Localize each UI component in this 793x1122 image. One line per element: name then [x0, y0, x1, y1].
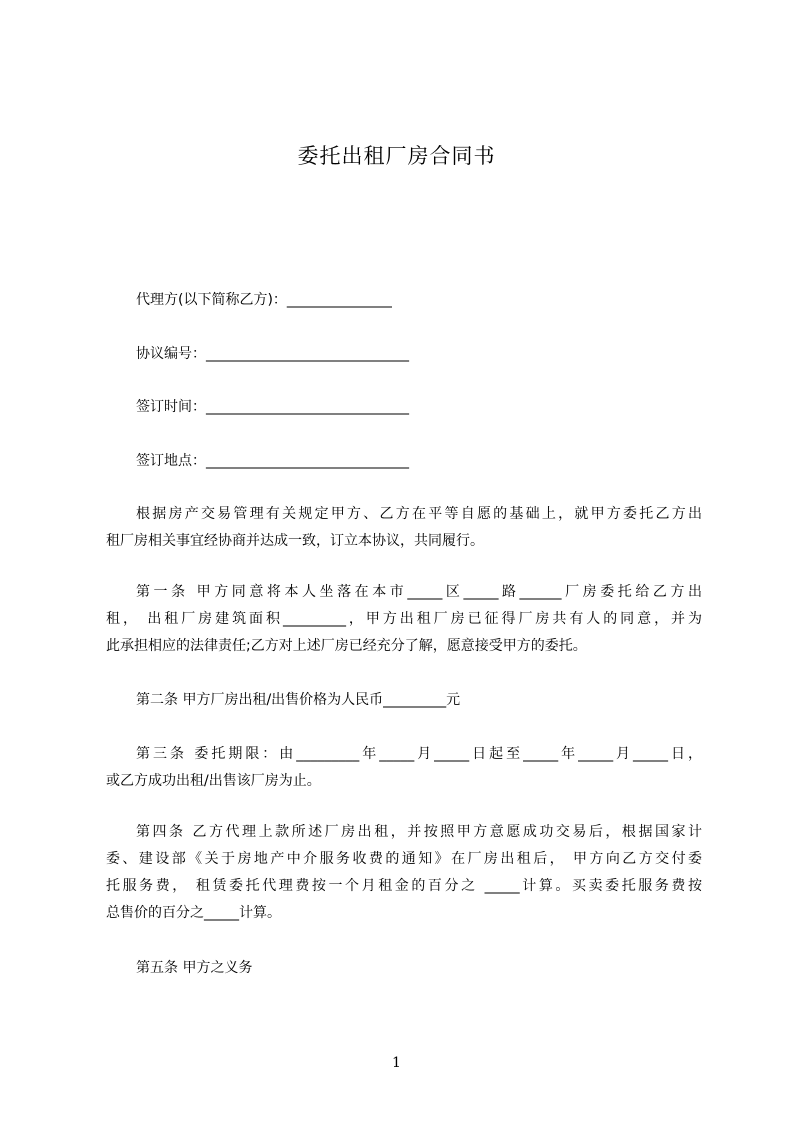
article-3-line: 或乙方成功出租/出售该厂房为止。 — [106, 773, 321, 789]
article-3-line: 第三条 委托期限：由_________年_____月_____日起至_____年_____月_____日， — [136, 746, 702, 762]
agreement-number-field: 协议编号：_____________________________ — [136, 346, 409, 362]
preamble-paragraph — [106, 501, 702, 555]
article-1-paragraph — [106, 579, 702, 660]
article-2-paragraph: 第二条 甲方厂房出租/出售价格为人民币_________元 — [136, 692, 461, 708]
document-title: 委托出租厂房合同书 — [297, 144, 496, 168]
article-4-paragraph — [106, 819, 702, 927]
article-1-line: 租， 出租厂房建筑面积_________，甲方出租厂房已征得厂房共有人的同意，并为 — [106, 611, 702, 627]
preamble-line: 根据房产交易管理有关规定甲方、乙方在平等自愿的基础上，就甲方委托乙方出 — [136, 506, 702, 522]
article-4-line: 托服务费， 租赁委托代理费按一个月租金的百分之 _____计算。买卖委托服务费按 — [106, 878, 702, 894]
page-number: 1 — [392, 1055, 401, 1071]
article-4-line: 总售价的百分之_____计算。 — [106, 905, 281, 921]
article-1-line: 此承担相应的法律责任;乙方对上述厂房已经充分了解，愿意接受甲方的委托。 — [106, 638, 587, 654]
preamble-line: 租厂房相关事宜经协商并达成一致，订立本协议，共同履行。 — [106, 533, 484, 549]
agent-party-field: 代理方(以下简称乙方)：_______________ — [136, 292, 392, 308]
signing-place-field: 签订地点：_____________________________ — [136, 453, 409, 469]
article-3-paragraph — [106, 741, 702, 795]
article-1-line: 第一条 甲方同意将本人坐落在本市_____区_____路______厂房委托给乙方出 — [136, 584, 702, 600]
signing-date-field: 签订时间：_____________________________ — [136, 399, 409, 415]
article-4-line: 第四条 乙方代理上款所述厂房出租，并按照甲方意愿成功交易后，根据国家计 — [136, 824, 702, 840]
article-5-heading: 第五条 甲方之义务 — [136, 960, 253, 976]
article-4-line: 委、建设部《关于房地产中介服务收费的通知》在厂房出租后， 甲方向乙方交付委 — [106, 851, 702, 867]
